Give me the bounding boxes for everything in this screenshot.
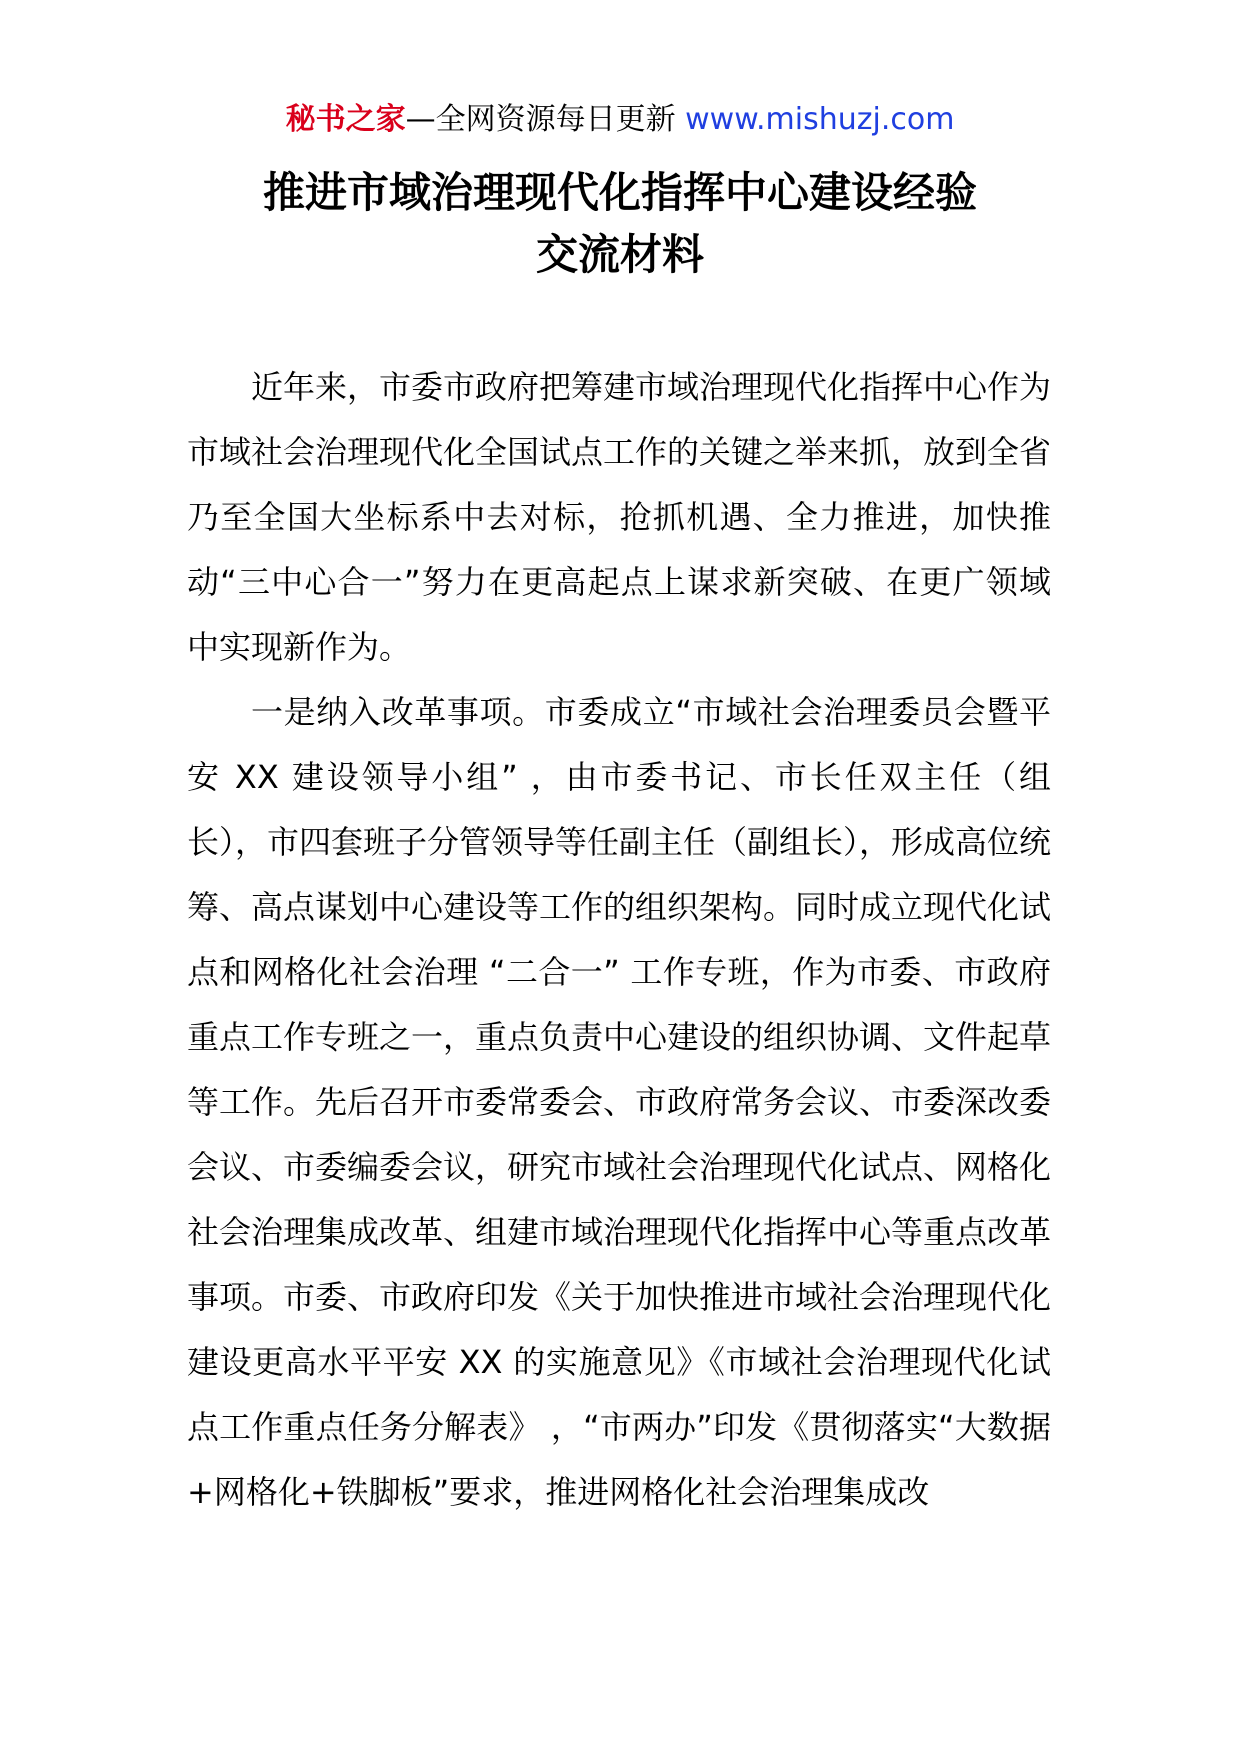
document-body: [187, 355, 1051, 1525]
title-line-1: 推进市域治理现代化指挥中心建设经验: [262, 168, 977, 217]
title-line-2: 交流材料: [535, 230, 704, 279]
site-url-link[interactable]: www.mishuzj.com: [685, 102, 955, 137]
reform-paragraph: 一是纳入改革事项。市委成立“市域社会治理委员会暨平安 XX 建设领导小组” ，由市委书记、市长任双主任（组长），市四套班子分管领导等任副主任（副组长），形成高位统筹、高点谋划中心建设等工作的组织架构。同时成立现代化试点和网格化社会治理 “二合一” 工作专班，作为市委、市政府重点工作专班之一，重点负责中心建设的组织协调、文件起草等工作。先后召开市委常委会、市政府常务会议、市委深改委会议、市委编委会议，研究市域社会治理现代化试点、网格化社会治理集成改革、组建市域治理现代化指挥中心等重点改革事项。市委、市政府印发《关于加快推进市域社会治理现代化建设更高水平平安 XX 的实施意见》《市域社会治理现代化试点工作重点任务分解表》 ，“市两办”印发《贯彻落实“大数据+网格化+铁脚板”要求，推进网格化社会治理集成改: [187, 693, 1052, 1511]
site-slogan: —全网资源每日更新: [405, 102, 686, 137]
document-title: [0, 162, 1240, 286]
brand-name: 秘书之家: [285, 102, 406, 137]
intro-paragraph: 近年来，市委市政府把筹建市域治理现代化指挥中心作为市域社会治理现代化全国试点工作的关键之举来抓，放到全省乃至全国大坐标系中去对标，抢抓机遇、全力推进，加快推动“三中心合一”努力在更高起点上谋求新突破、在更广领域中实现新作为。: [187, 368, 1052, 666]
site-header: [0, 100, 1240, 140]
